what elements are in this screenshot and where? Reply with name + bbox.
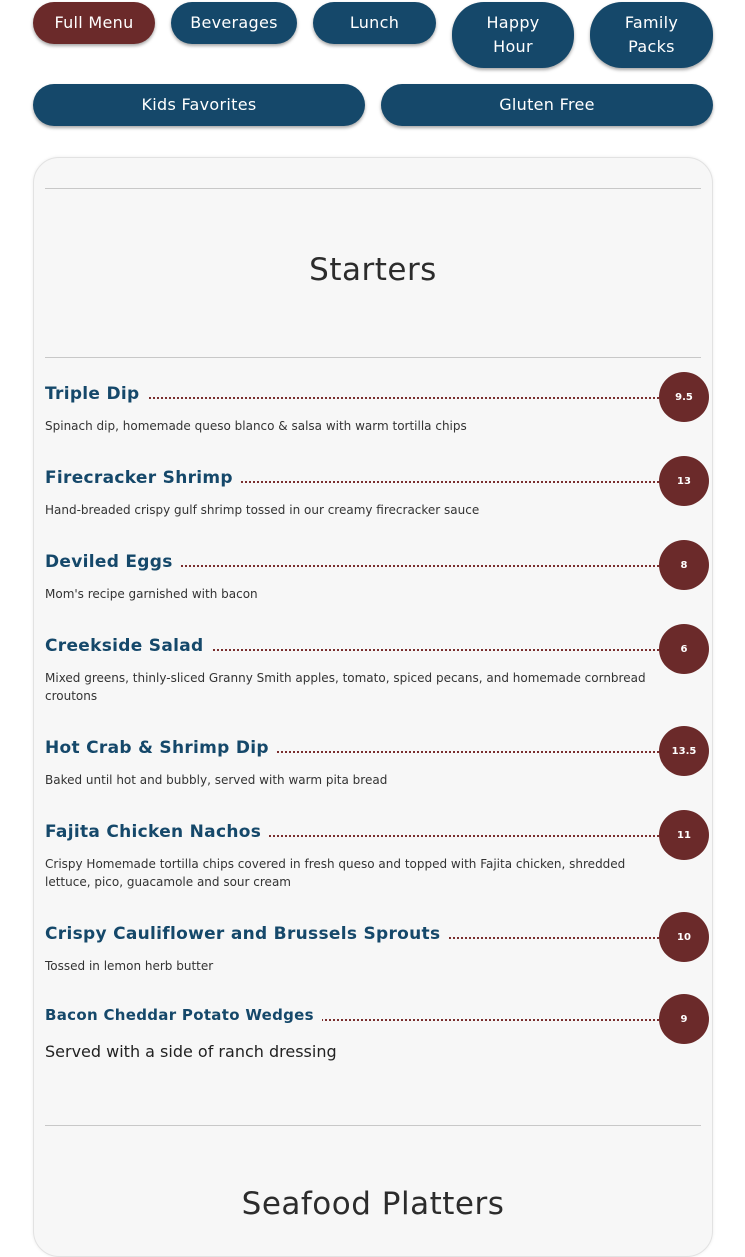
item-name: Deviled Eggs	[45, 552, 181, 572]
price-badge: 13	[659, 456, 709, 506]
item-name: Hot Crab & Shrimp Dip	[45, 738, 277, 758]
divider	[45, 357, 701, 358]
tab-gluten-free[interactable]: Gluten Free	[381, 84, 713, 126]
price-badge: 9.5	[659, 372, 709, 422]
tab-lunch[interactable]: Lunch	[313, 2, 436, 44]
item-description: Served with a side of ranch dressing	[45, 1042, 337, 1061]
item-description: Mom's recipe garnished with bacon	[45, 587, 258, 601]
tab-full-menu[interactable]: Full Menu	[33, 2, 155, 44]
item-description: Mixed greens, thinly-sliced Granny Smith apples, tomato, spiced pecans, and homemade cornbread croutons	[45, 671, 646, 703]
tab-family-packs[interactable]: Family Packs	[590, 2, 713, 68]
price-badge: 11	[659, 810, 709, 860]
menu-panel	[33, 157, 713, 1257]
section-title-starters: Starters	[309, 252, 437, 288]
item-name: Crispy Cauliflower and Brussels Sprouts	[45, 924, 448, 944]
item-description: Baked until hot and bubbly, served with warm pita bread	[45, 773, 388, 787]
divider	[45, 188, 701, 189]
item-name: Fajita Chicken Nachos	[45, 822, 269, 842]
item-description: Crispy Homemade tortilla chips covered in fresh queso and topped with Fajita chicken, shredded lettuce, pico, guacamole and sour cream	[45, 857, 626, 889]
price-badge: 6	[659, 624, 709, 674]
price-badge: 9	[659, 994, 709, 1044]
price-badge: 13.5	[659, 726, 709, 776]
tab-happy-hour[interactable]: Happy Hour	[452, 2, 574, 68]
tab-beverages[interactable]: Beverages	[171, 2, 297, 44]
price-badge: 8	[659, 540, 709, 590]
divider	[45, 1125, 701, 1126]
item-name: Firecracker Shrimp	[45, 468, 241, 488]
section-title-seafood-platters: Seafood Platters	[241, 1186, 505, 1222]
item-description: Tossed in lemon herb butter	[45, 959, 214, 973]
menu-item-deviled-eggs	[45, 540, 709, 603]
menu-item-creekside-salad	[45, 624, 709, 705]
menu-item-triple-dip	[45, 372, 709, 435]
item-name: Creekside Salad	[45, 636, 211, 656]
menu-item-crispy-cauliflower	[45, 912, 709, 975]
item-description: Spinach dip, homemade queso blanco & salsa with warm tortilla chips	[45, 419, 467, 433]
tab-kids-favorites[interactable]: Kids Favorites	[33, 84, 365, 126]
menu-item-fajita-chicken-nachos	[45, 810, 709, 891]
price-badge: 10	[659, 912, 709, 962]
item-name: Triple Dip	[45, 384, 148, 404]
item-name: Bacon Cheddar Potato Wedges	[45, 1006, 322, 1024]
item-description: Hand-breaded crispy gulf shrimp tossed in our creamy firecracker sauce	[45, 503, 480, 517]
menu-item-hot-crab-shrimp-dip	[45, 726, 709, 789]
menu-item-bacon-cheddar-wedges	[45, 994, 709, 1063]
menu-item-firecracker-shrimp	[45, 456, 709, 519]
